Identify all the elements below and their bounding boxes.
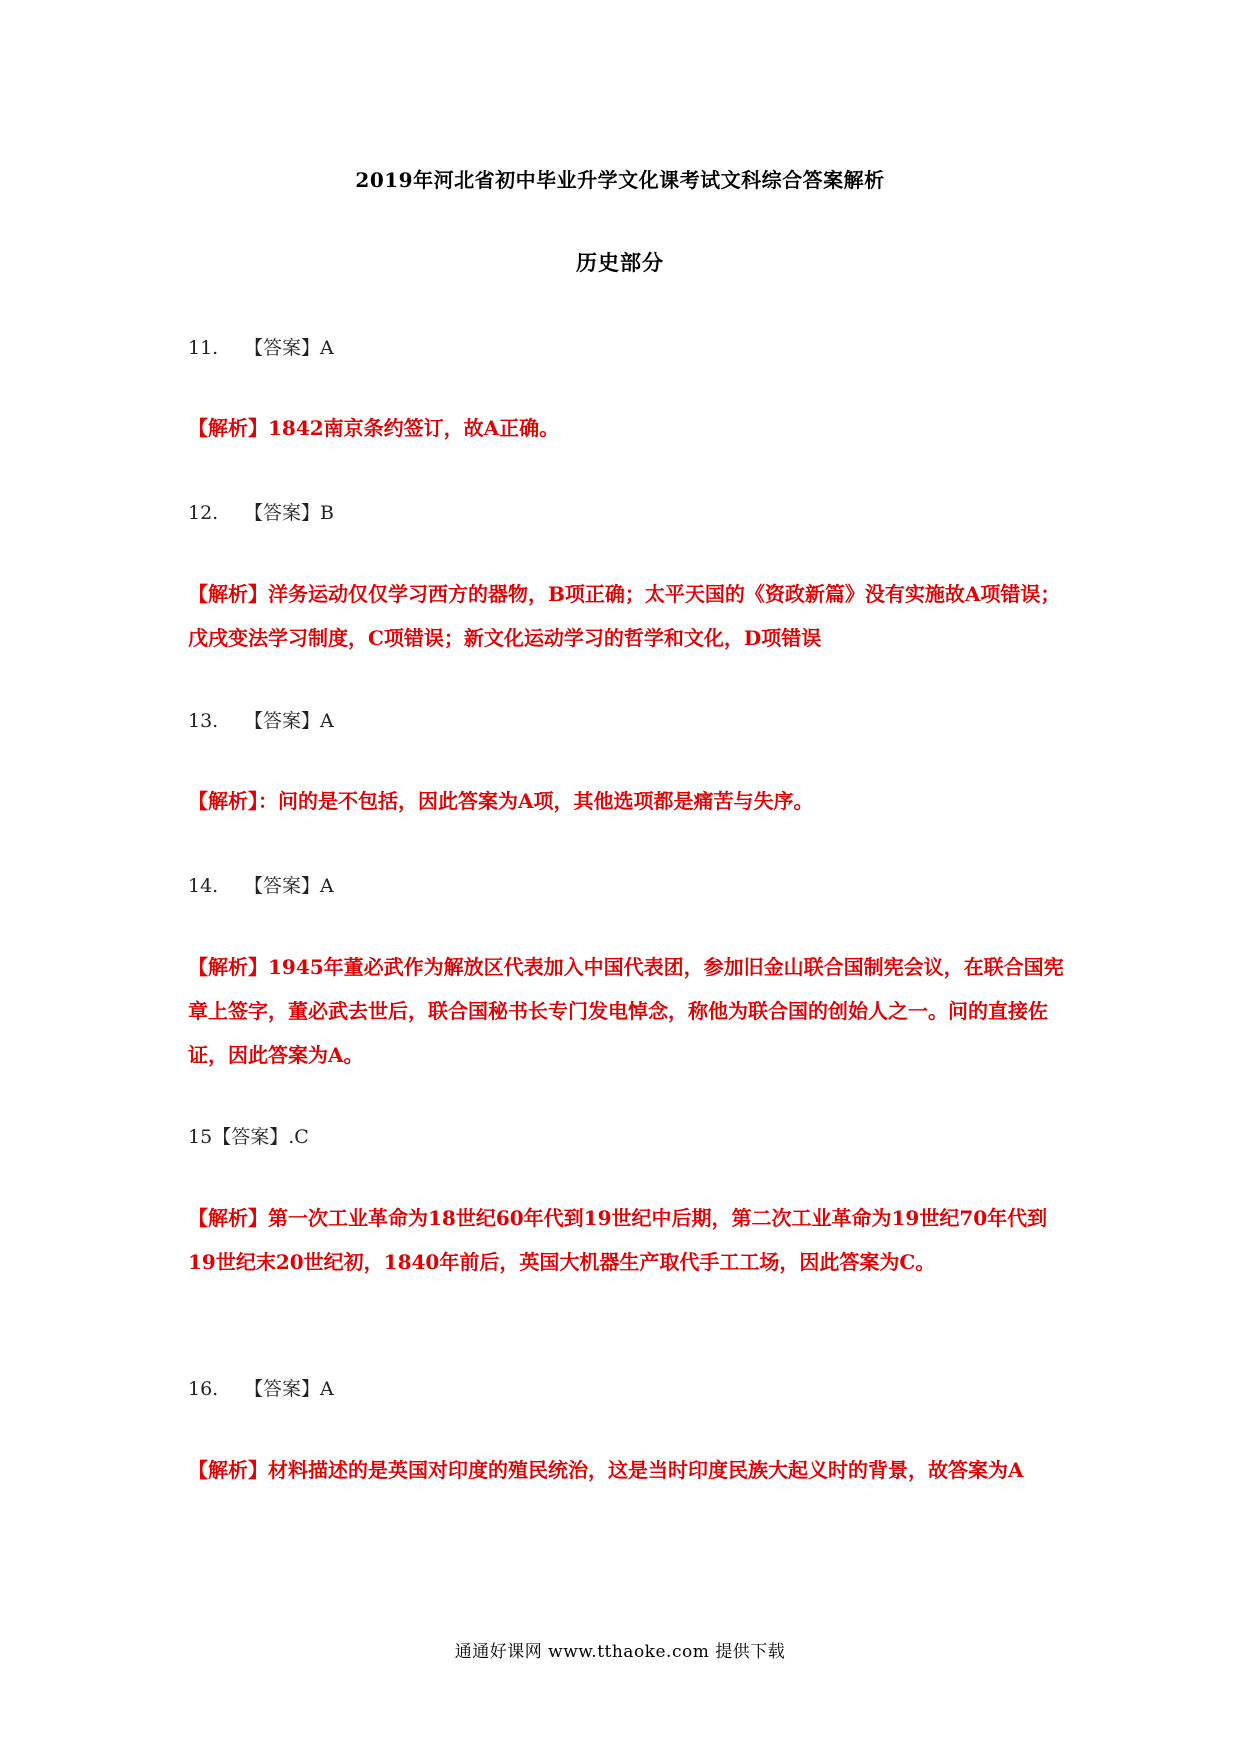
answer-line-11 (188, 333, 334, 360)
answer-line-13 (188, 706, 334, 733)
answer-line-16 (188, 1374, 334, 1401)
explanation-12: 【解析】洋务运动仅仅学习西方的器物，B项正确；太平天国的《资政新篇》没有实施故A项错误；戊戌变法学习制度，C项错误；新文化运动学习的哲学和文化，D项错误 (188, 582, 1061, 650)
question-number: 11. (188, 337, 219, 359)
page-title: 2019年河北省初中毕业升学文化课考试文科综合答案解析 (355, 168, 885, 192)
answer-text: 【答案】.C (212, 1126, 309, 1148)
answer-line-15 (188, 1122, 309, 1149)
explanation-13: 【解析】：问的是不包括，因此答案为A项，其他选项都是痛苦与失序。 (188, 789, 814, 813)
explanation-14: 【解析】1945年董必武作为解放区代表加入中国代表团，参加旧金山联合国制宪会议，在联合国宪章上签字，董必武去世后，联合国秘书长专门发电悼念，称他为联合国的创始人之一。问的直接佐证，因此答案为A。 (188, 955, 1064, 1067)
question-number: 16. (188, 1378, 219, 1400)
explanation-16: 【解析】材料描述的是英国对印度的殖民统治，这是当时印度民族大起义时的背景，故答案为A (188, 1458, 1024, 1482)
page-footer: 通通好课网 www.tthaoke.com 提供下载 (454, 1642, 786, 1662)
answer-text: 【答案】A (244, 710, 334, 732)
question-number: 14. (188, 875, 219, 897)
answer-text: 【答案】A (244, 875, 334, 897)
answer-line-12 (188, 498, 334, 525)
explanation-15: 【解析】第一次工业革命为18世纪60年代到19世纪中后期，第二次工业革命为19世纪70年代到19世纪末20世纪初，1840年前后，英国大机器生产取代手工工场，因此答案为C。 (188, 1206, 1048, 1274)
question-number: 15 (188, 1126, 213, 1148)
answer-text: 【答案】A (244, 1378, 334, 1400)
answer-line-14 (188, 871, 334, 898)
answer-text: 【答案】A (244, 337, 334, 359)
explanation-11: 【解析】1842南京条约签订，故A正确。 (188, 416, 560, 440)
section-heading: 历史部分 (576, 250, 664, 275)
question-number: 13. (188, 710, 219, 732)
question-number: 12. (188, 502, 219, 524)
answer-text: 【答案】B (244, 502, 334, 524)
